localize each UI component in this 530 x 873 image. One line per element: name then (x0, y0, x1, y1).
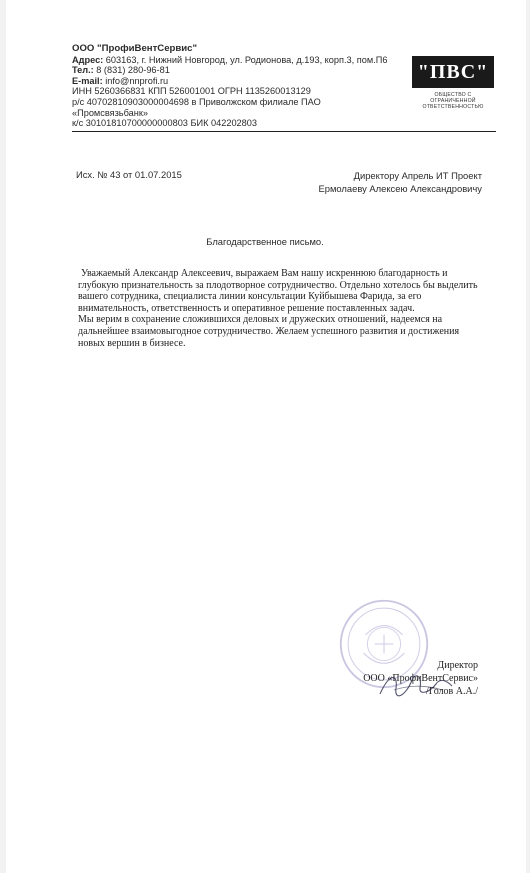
account-line: р/с 40702810903000004698 в Приволжском филиале ПАО (72, 96, 321, 107)
body-paragraph-1: Уважаемый Александр Алексеевич, выражаем Вам нашу искреннюю благодарность и глубокую признательность за плодотворное сотрудничество. Отдельно хотелось бы выделить вашего сотрудника, специалиста линии консультации Куйбышева Фарида, за его внимательность, ответственность и оперативное решение поставленных задач. (78, 268, 478, 314)
logo-caption-line2: ОТВЕТСТВЕННОСТЬЮ (422, 104, 484, 110)
email-value: info@nnprofi.ru (102, 75, 169, 86)
addressee-block (319, 169, 482, 195)
company-logo (412, 56, 494, 88)
requisites-line: ИНН 5260366831 КПП 526001001 ОГРН 1135260013129 (72, 86, 311, 97)
phone-line (72, 65, 402, 76)
addressee-position: Директору Апрель ИТ Проект (353, 170, 482, 181)
signatory-name: /Голов А.А./ (426, 686, 478, 697)
signatory-company: ООО «ПрофиВентСервис» (363, 673, 478, 684)
logo-caption (412, 92, 494, 110)
address-value: 603163, г. Нижний Новгород, ул. Родионова, д.193, корп.3, пом.П6 (103, 54, 388, 65)
company-header (72, 44, 402, 129)
letter-title: Благодарственное письмо. (206, 236, 324, 247)
logo-text: "ПВС" (417, 60, 489, 83)
company-name: ООО "ПрофиВентСервис" (72, 43, 198, 54)
handwritten-signature (376, 666, 456, 702)
addressee-name: Ермолаеву Алексею Александровичу (318, 183, 482, 194)
letter-body (78, 268, 478, 349)
outgoing-reference: Исх. № 43 от 01.07.2015 (76, 169, 182, 180)
bank-line: «Промсвязьбанк» (72, 107, 148, 118)
signatory-position: Директор (437, 660, 478, 671)
address-label: Адрес: (72, 54, 104, 65)
body-paragraph-2: Мы верим в сохранение сложившихся деловых и дружеских отношений, надеемся на дальнейшее взаимовыгодное сотрудничество. Желаем успешного развития и достижения новых вершин в бизнесе. (78, 314, 460, 349)
phone-value: 8 (831) 280-96-81 (93, 65, 170, 76)
email-label: E-mail: (72, 75, 103, 86)
header-divider (72, 131, 496, 132)
logo-caption-line1: ОБЩЕСТВО С ОГРАНИЧЕННОЙ (430, 92, 476, 104)
address-line (72, 55, 402, 66)
email-line (72, 76, 402, 87)
phone-label: Тел.: (72, 65, 94, 76)
corr-account-line: к/с 30101810700000000803 БИК 042202803 (72, 118, 257, 129)
